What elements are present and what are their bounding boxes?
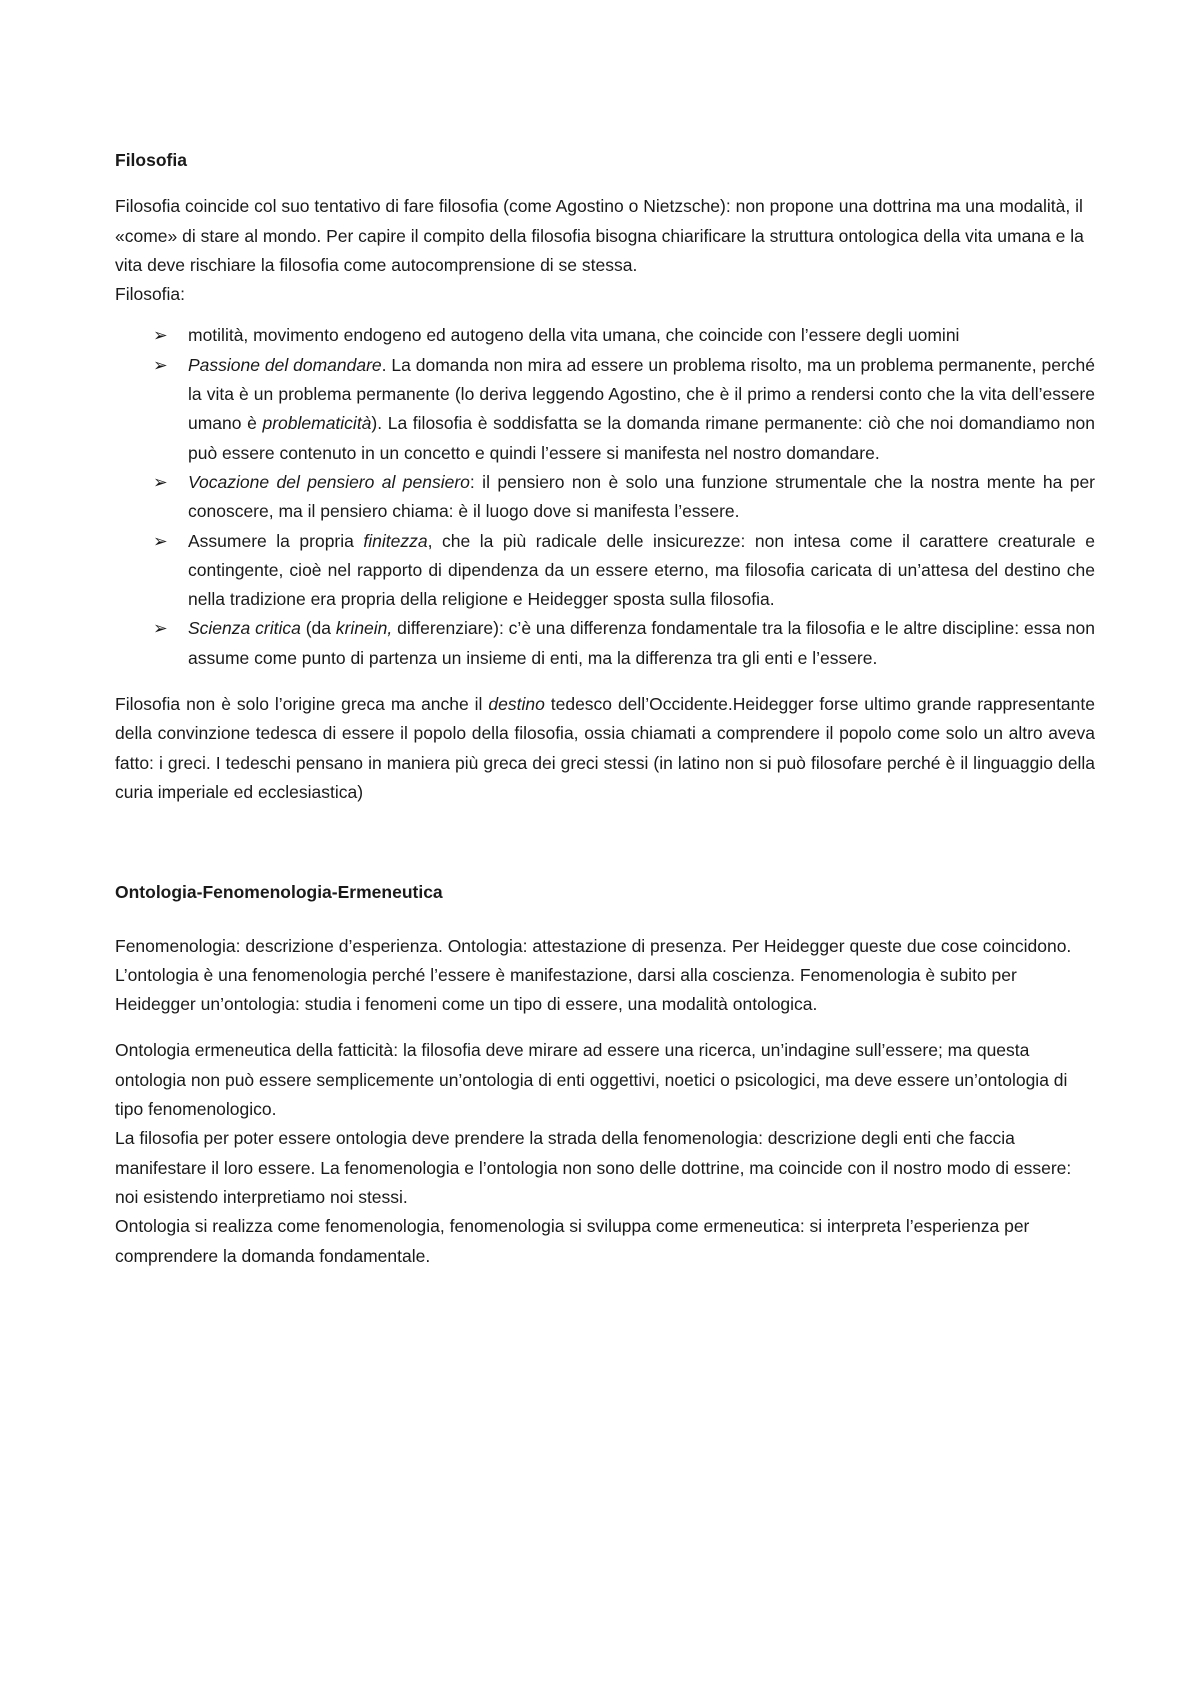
bullet-text: (da bbox=[300, 618, 336, 639]
list-item bbox=[115, 527, 1095, 615]
bullet-emphasis: Passione del domandare bbox=[188, 354, 382, 375]
bullet-emphasis: Scienza critica bbox=[188, 618, 301, 639]
arrowhead-bullet-icon: ➢ bbox=[153, 325, 168, 346]
closing-emphasis: destino bbox=[488, 694, 545, 715]
list-item bbox=[115, 468, 1095, 527]
arrowhead-bullet-icon: ➢ bbox=[153, 530, 168, 551]
list-item bbox=[115, 351, 1095, 468]
bullet-emphasis: finitezza bbox=[363, 530, 428, 551]
list-item bbox=[115, 614, 1095, 673]
section-heading-ontologia: Ontologia-Fenomenologia-Ermeneutica bbox=[115, 882, 443, 903]
arrowhead-bullet-icon: ➢ bbox=[153, 354, 168, 375]
bullet-text: differenziare): c’è una differenza fondamentale tra la filosofia e le altre discipline: essa non assume come punto di partenza un insieme di enti, ma la differenza tra gli enti e l’essere. bbox=[188, 618, 1095, 668]
arrowhead-bullet-icon: ➢ bbox=[153, 471, 168, 492]
bullet-text: , che la più radicale delle insicurezze: non intesa come il carattere creaturale e contingente, cioè nel rapporto di dipendenza da un essere eterno, ma filosofia caricata di un’attesa del destino che nella tradizione era propria della religione e Heidegger sposta sulla filosofia. bbox=[188, 530, 1095, 610]
paragraph-ontologia-ermeneutica: Ontologia ermeneutica della fatticità: la filosofia deve mirare ad essere una ricerca, un’indagine sull’essere; ma questa ontologia non può essere semplicemente un’ontologia di enti oggettivi, noetici o psicologici, ma deve essere un’ontologia di tipo fenomenologico. bbox=[115, 1040, 1068, 1120]
paragraph-filosofia-ontologia: La filosofia per poter essere ontologia deve prendere la strada della fenomenologia: descrizione degli enti che faccia manifestare il loro essere. La fenomenologia e l’ontologia non sono delle dottrine, ma coincide con il nostro modo di essere: noi esistendo interpretiamo noi stessi. bbox=[115, 1128, 1072, 1207]
closing-text: Filosofia non è solo l’origine greca ma anche il bbox=[115, 694, 489, 715]
bullet-text: motilità, movimento endogeno ed autogeno della vita umana, che coincide con l’essere degli uomini bbox=[188, 325, 960, 346]
paragraph-fenomenologia: Fenomenologia: descrizione d’esperienza. Ontologia: attestazione di presenza. Per Heidegger queste due cose coincidono. L’ontologia è una fenomenologia perché l’essere è manifestazione, darsi alla coscienza. Fenomenologia è subito per Heidegger un’ontologia: studia i fenomeni come un tipo di essere, una modalità ontologica. bbox=[115, 935, 1072, 1015]
document-body bbox=[115, 146, 1095, 1271]
bullet-text: . La domanda non mira ad essere un problema risolto, ma un problema permanente, perché la vita è un problema permanente (lo deriva leggendo Agostino, che è il primo a rendersi conto che la vita dell’essere umano è bbox=[188, 354, 1095, 434]
bullet-emphasis: Vocazione del pensiero al pensiero bbox=[188, 471, 470, 492]
intro-paragraph: Filosofia coincide col suo tentativo di fare filosofia (come Agostino o Nietzsche): non propone una dottrina ma una modalità, il «come» di stare al mondo. Per capire il compito della filosofia bisogna chiarificare la struttura ontologica della vita umana e la vita deve rischiare la filosofia come autocomprensione di se stessa. bbox=[115, 196, 1084, 275]
list-label: Filosofia: bbox=[115, 284, 186, 305]
paragraph-ermeneutica: Ontologia si realizza come fenomenologia, fenomenologia si sviluppa come ermeneutica: si interpreta l’esperienza per comprendere la domanda fondamentale. bbox=[115, 1216, 1030, 1266]
section-heading-filosofia: Filosofia bbox=[115, 150, 187, 170]
closing-paragraph bbox=[115, 690, 1095, 807]
closing-text: tedesco dell’Occidente.Heidegger forse ultimo grande rappresentante della convinzione tedesca di essere il popolo della filosofia, ossia chiamati a comprendere il popolo come solo un altro aveva fatto: i greci. I tedeschi pensano in maniera più greca dei greci stessi (in latino non si può filosofare perché è il linguaggio della curia imperiale ed ecclesiastica) bbox=[115, 694, 1095, 802]
list-item bbox=[115, 321, 1095, 350]
bullet-text: : il pensiero non è solo una funzione strumentale che la nostra mente ha per conoscere, ma il pensiero chiama: è il luogo dove si manifesta l’essere. bbox=[188, 471, 1095, 522]
bullet-text: ). La filosofia è soddisfatta se la domanda rimane permanente: ciò che noi domandiamo non può essere contenuto in un concetto e quindi l’essere si manifesta nel nostro domandare. bbox=[188, 413, 1095, 463]
bullet-text: Assumere la propria bbox=[188, 530, 364, 551]
bullet-emphasis: krinein, bbox=[335, 618, 393, 639]
bullet-list bbox=[115, 321, 1095, 673]
bullet-emphasis: problematicità bbox=[262, 413, 372, 434]
arrowhead-bullet-icon: ➢ bbox=[153, 618, 168, 639]
